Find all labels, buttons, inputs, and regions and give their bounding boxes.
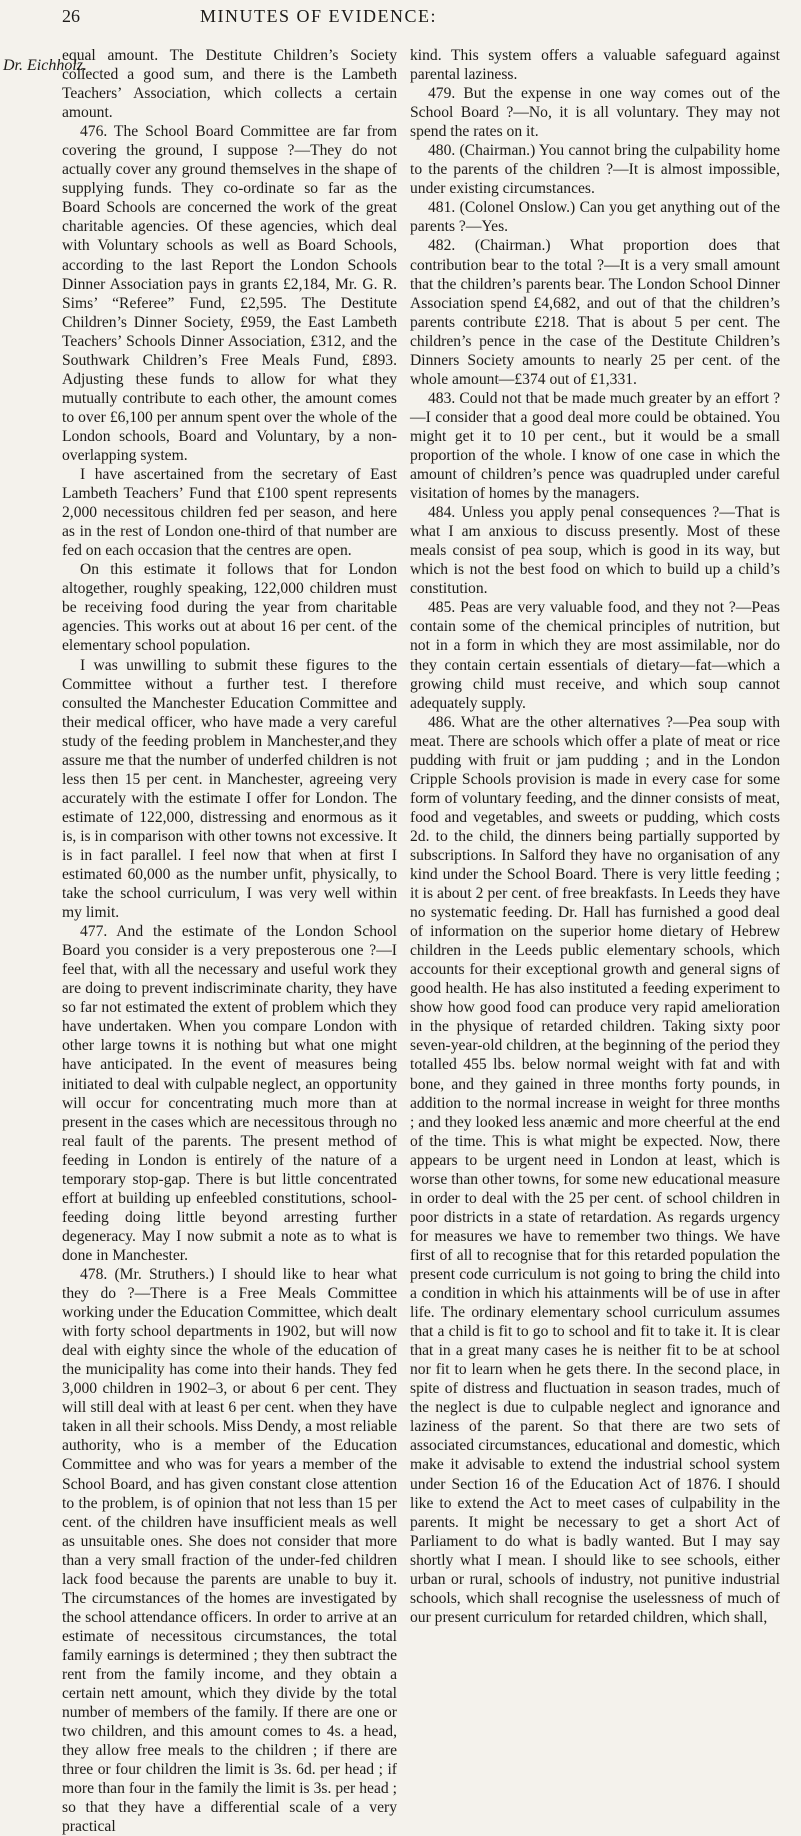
running-title: MINUTES OF EVIDENCE:: [200, 6, 437, 26]
paragraph: 479. But the expense in one way comes out of the School Board ?—No, it is all voluntary. They may not spend the rates on it.: [410, 85, 780, 141]
paragraph: 486. What are the other alternatives ?—Pea soup with meat. There are schools which offer a plate of meat or rice pudding with fruit or jam pudding ; and in the London Cripple Schools provision is made in every case for some form of voluntary feeding, and the dinner consists of meat, food and vegetables, and sweets or pudding, which costs 2d. to the child, the dinners being partially supported by subscriptions. In Salford they have no organisation of any kind under the School Board. There is very little feeding ; it is about 2 per cent. of free breakfasts. In Leeds they have no systematic feeding. Dr. Hall has furnished a good deal of information on the superior home dietary of Hebrew children in the Leeds public elementary schools, which accounts for their exceptional growth and general signs of good health. He has also instituted a feeding experiment to show how good food can produce very rapid amelioration in the physique of retarded children. Taking sixty poor seven-year-old children, at the beginning of the period they totalled 455 lbs. below normal weight with fat and with bone, and they gained in three months forty pounds, in addition to the normal increase in weight for three months ; and they looked less anæmic and more cheerful at the end of the time. This is what might be expected. Now, there appears to be urgent need in London at least, which is worse than other towns, for some new educational measure in order to deal with the 25 per cent. of school children in poor districts in a state of retardation. As regards urgency for measures we have to remember two things. We have first of all to recognise that for this retarded population the present code curriculum is not going to bring the child into a condition in which his attainments will be of use in after life. The ordinary elementary school curriculum assumes that a child is fit to go to school and fit to take it. It is clear that in a great many cases he is neither fit to be at school nor fit to learn when he gets there. In the second place, in spite of distress and fluctuation in season trades, much of the neglect is due to culpable neglect and ignorance and laziness of the parent. So that there are two sets of associated circumstances, educational and domestic, which make it advisable to extend the industrial school system under Section 16 of the Education Act of 1876. I should like to extend the Act to meet cases of culpability in the parents. It might be necessary to get a short Act of Parliament to do what is badly wanted. But I may say shortly what I mean. I should like to see schools, either urban or rural, schools of industry, not punitive industrial schools, which shall recognise the uselessness of much of our present curriculum for retarded children, which shall,: [410, 713, 780, 1626]
witness-name: Dr. Eichholz.: [3, 57, 87, 74]
paragraph: 485. Peas are very valuable food, and they not ?—Peas contain some of the chemical principles of nutrition, but not in a form in which they are most assimilable, nor do they contain certain essentials of dietary—fat—which a growing child must receive, and which soup cannot adequately supply.: [410, 599, 780, 712]
right-column: [410, 46, 780, 1627]
paragraph: 483. Could not that be made much greater by an effort ?—I consider that a good deal more could be obtained. You might get it to 10 per cent., but it would be a small proportion of the whole. I know of one case in which the amount of children’s pence was quadrupled under careful visitation of homes by the managers.: [410, 389, 780, 503]
paragraph: I was unwilling to submit these figures to the Committee without a further test. I therefore consulted the Manchester Education Committee and their medical officer, who have made a very careful study of the feeding problem in Manchester,and they assure me that the number of underfed children is not less then 15 per cent. in Manchester, agreeing very accurately with the estimate I offer for London. The estimate of 122,000, distressing and enormous as it is, is in comparison with other towns not excessive. It is in fact parallel. I feel now that when at first I estimated 60,000 as the number unfit, physically, to take the school curriculum, I was very well within my limit.: [62, 656, 397, 922]
paragraph: 481. (Colonel Onslow.) Can you get anything out of the parents ?—Yes.: [410, 199, 780, 236]
paragraph: equal amount. The Destitute Children’s Society collected a good sum, and there is the Lambeth Teachers’ Association, which collects a certain amount.: [62, 47, 397, 122]
paragraph: I have ascertained from the secretary of East Lambeth Teachers’ Fund that £100 spent represents 2,000 necessitous children fed per season, and here as in the rest of London one-third of that number are fed on each occasion that the centres are open.: [62, 466, 397, 560]
paragraph: 476. The School Board Committee are far from covering the ground, I suppose ?—They do not actually cover any ground themselves in the shape of supplying funds. They co-ordinate so far as the Board Schools are concerned the work of the great charitable agencies. Of these agencies, which deal with Voluntary schools as well as Board Schools, according to the last Report the London Schools Dinner Association pays in grants £2,184, Mr. G. R. Sims’ “Referee” Fund, £2,595. The Destitute Children’s Dinner Society, £959, the East Lambeth Teachers’ Schools Dinner Association, £312, and the Southwark Children’s Free Meals Fund, £893. Adjusting these funds to allow for what they mutually contribute to each other, the amount comes to over £6,100 per annum spent over the whole of the London schools, Board and Voluntary, by a non-overlapping system.: [62, 123, 397, 464]
left-column: [62, 46, 397, 1836]
paragraph: kind. This system offers a valuable safeguard against parental laziness.: [410, 47, 780, 84]
paragraph: 480. (Chairman.) You cannot bring the culpability home to the parents of the children ?—It is almost impossible, under existing circumstances.: [410, 142, 780, 198]
paragraph: 477. And the estimate of the London School Board you consider is a very preposterous one ?—I feel that, with all the necessary and useful work they are doing to prevent indiscriminate charity, they have so far not estimated the extent of problem which they have undertaken. When you compare London with other large towns it is nothing but what one might have anticipated. In the event of measures being initiated to deal with culpable neglect, an opportunity will occur for concentrating much more than at present in the cases which are necessitous through no real fault of the parents. The present method of feeding in London is entirely of the nature of a temporary stop-gap. There is but little concentrated effort at building up enfeebled constitutions, school-feeding doing little beyond arresting further degeneracy. May I now submit a note as to what is done in Manchester.: [62, 923, 397, 1264]
paragraph: 478. (Mr. Struthers.) I should like to hear what they do ?—There is a Free Meals Committee working under the Education Committee, which dealt with forty school departments in 1902, but will now deal with eighty since the whole of the education of the municipality has come into their hands. They fed 3,000 children in 1902–3, or about 6 per cent. They will still deal with at least 6 per cent. when they have taken in all their schools. Miss Dendy, a most reliable authority, who is a member of the Education Committee and who was for years a member of the School Board, and has given constant close attention to the problem, is of opinion that not less than 15 per cent. of the children have insufficient meals as well as unsuitable ones. She does not consider that more than a very small fraction of the under-fed children lack food because the parents are unable to buy it. The circumstances of the homes are investigated by the school attendance officers. In order to arrive at an estimate of necessitous circumstances, the total family earnings is determined ; they then subtract the rent from the family income, and they obtain a certain nett amount, which they divide by the total number of members of the family. If there are one or two children, and this amount comes to 4s. a head, they allow free meals to the children ; if there are three or four children the limit is 3s. 6d. per head ; if more than four in the family the limit is 3s. per head ; so that they have a differential scale of a very practical: [62, 1266, 397, 1836]
paragraph: 484. Unless you apply penal consequences ?—That is what I am anxious to discuss presently. Most of these meals consist of pea soup, which is good in its way, but which is not the best food on which to build up a child’s constitution.: [410, 504, 780, 598]
paragraph: 482. (Chairman.) What proportion does that contribution bear to the total ?—It is a very small amount that the children’s parents bear. The London School Dinner Association spend £4,682, and out of that the children’s parents contribute £218. That is about 5 per cent. The children’s pence in the case of the Destitute Children’s Dinners Society amounts to nearly 25 per cent. of the whole amount—£374 out of £1,331.: [410, 237, 780, 388]
paragraph: On this estimate it follows that for London altogether, roughly speaking, 122,000 children must be receiving food during the year from charitable agencies. This works out at about 16 per cent. of the elementary school population.: [62, 561, 397, 655]
page-number: 26: [62, 6, 80, 26]
